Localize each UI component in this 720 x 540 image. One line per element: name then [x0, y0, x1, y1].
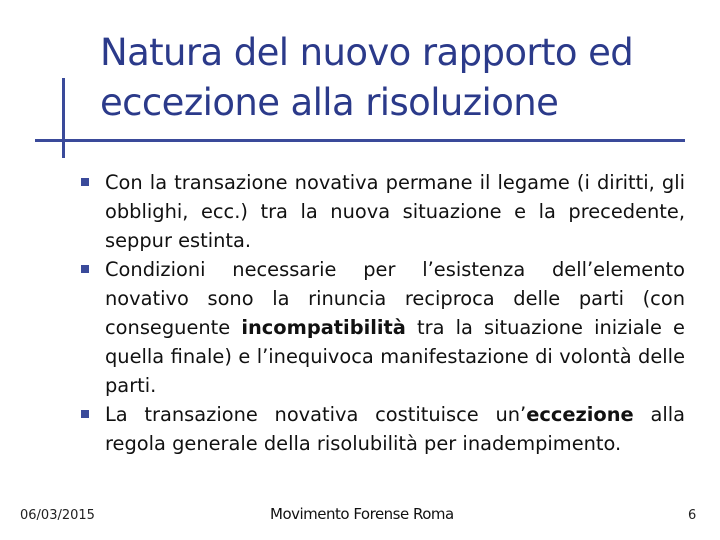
bullet-list	[80, 168, 685, 458]
bold-text: incompatibilità	[241, 316, 406, 339]
square-bullet-icon	[81, 178, 89, 186]
square-bullet-icon	[81, 265, 89, 273]
title-underline	[35, 139, 685, 142]
bullet-item	[80, 255, 685, 400]
bullet-text: tra la situazione iniziale e quella finale) e l’inequivoca manifestazione di volontà delle parti.	[105, 316, 685, 397]
square-bullet-icon	[81, 410, 89, 418]
page-number: 6	[688, 508, 697, 523]
bullet-text: La transazione novativa costituisce un’	[105, 403, 527, 426]
bullet-text: Condizioni necessarie per l’esistenza dell’elemento novativo sono la rinuncia reciproca delle parti (con conseguente	[105, 258, 685, 339]
footer-title: Movimento Forense Roma	[270, 505, 454, 523]
bullet-text: Con la transazione novativa permane il legame (i diritti, gli obblighi, ecc.) tra la nuova situazione e la precedente, seppur estinta.	[105, 171, 685, 252]
title-line-1: Natura del nuovo rapporto ed	[100, 31, 634, 74]
bullet-item	[80, 168, 685, 255]
bullet-text: alla regola generale della risolubilità per inadempimento.	[105, 403, 685, 455]
title-vertical-rule	[62, 78, 65, 158]
footer-date: 06/03/2015	[20, 508, 95, 523]
bold-text: eccezione	[526, 403, 634, 426]
slide-title	[100, 28, 700, 128]
title-line-2: eccezione alla risoluzione	[100, 81, 559, 124]
bullet-item	[80, 400, 685, 458]
